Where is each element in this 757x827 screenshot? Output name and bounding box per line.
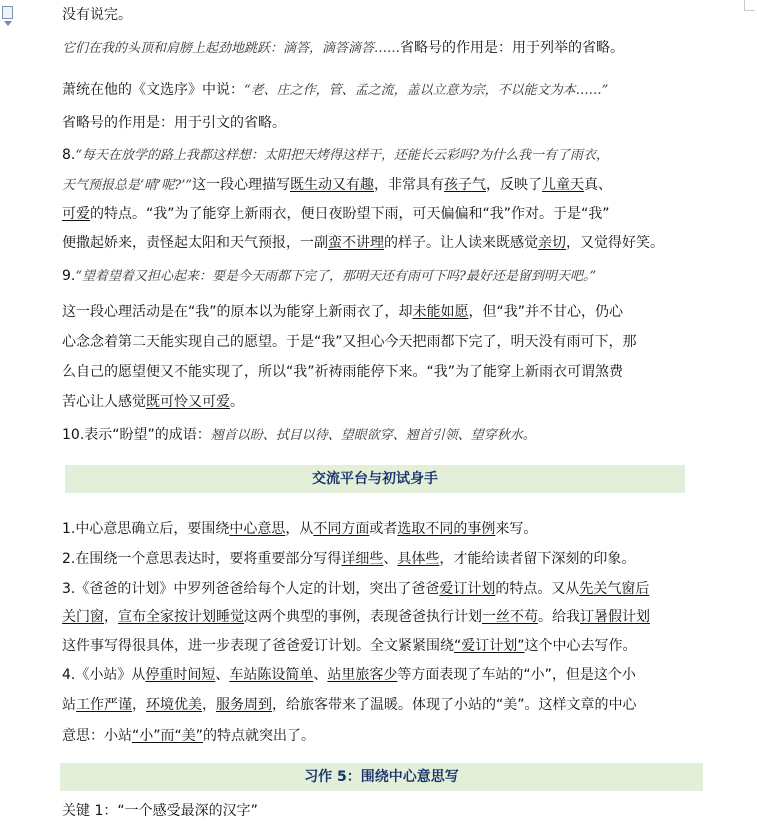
underlined-answer: “小”而“美” [132, 728, 204, 744]
text-line [62, 362, 623, 382]
section-heading-banner [60, 763, 703, 791]
text-line [62, 636, 637, 656]
text: 心念念着第二天能实现自己的愿望。于是“我”又担心今天把雨都下完了，明天没有雨可下，那 [62, 334, 637, 350]
dropdown-arrow-icon[interactable] [4, 21, 12, 26]
section-heading: 习作 5：围绕中心意思写 [304, 769, 459, 785]
page-icon [2, 6, 13, 19]
text: 10.表示“盼望”的成语： [62, 427, 211, 443]
underlined-answer: 选取不同的事例 [397, 521, 496, 537]
text-line [62, 695, 637, 715]
text: 来写。 [495, 521, 538, 537]
text-line [62, 425, 536, 446]
quote-text: “每天在放学的路上我都这样想：太阳把天烤得这样干，还能长云彩吗?为什么我一有了雨衣， [75, 148, 609, 163]
text: ，才能给读者留下深刻的印象。 [439, 551, 636, 567]
quote-text: 翘首以盼、拭目以待、望眼欲穿、翘首引领、望穿秋水。 [210, 428, 536, 443]
underlined-answer: 中心意思 [229, 521, 286, 537]
underlined-answer: 爱订计划 [439, 581, 496, 597]
text-line [62, 266, 596, 287]
underlined-answer: 先关气窗后 [579, 581, 650, 597]
text: 关键 1：“一个感受最深的汉字” [62, 803, 258, 819]
text: ， [132, 697, 146, 713]
text-line [62, 332, 637, 352]
text: ，非常具有 [374, 177, 445, 193]
text: 。 [230, 394, 244, 410]
underlined-answer: 可爱 [62, 206, 90, 222]
underlined-answer: 工作严谨 [76, 697, 132, 713]
underlined-answer: 未能如愿 [412, 304, 469, 320]
text: 这件事写得很具体，进一步表现了爸爸爱订计划。全文紧紧围绕 [62, 638, 454, 654]
text-line [62, 726, 315, 746]
underlined-answer: 既可怜又可爱 [146, 394, 230, 410]
quote-text: “望着望着又担心起来：要是今天雨都下完了，那明天还有雨可下吗?最好还是留到明天吧。” [75, 269, 597, 284]
underlined-answer: 宣布全家按计划睡觉 [118, 609, 244, 625]
quote-text: 天气预报总是‘晴’呢?’” [62, 178, 193, 193]
text-line [62, 392, 244, 412]
underlined-answer: 既生动又有趣 [290, 177, 375, 193]
text-line [62, 5, 132, 25]
text: 4.《小站》从 [62, 667, 146, 683]
text: 的特点就突出了。 [203, 728, 316, 744]
underlined-answer: 亲切 [538, 235, 566, 251]
text: ，但“我”并不甘心，仍心 [468, 304, 624, 320]
text-line [62, 80, 608, 101]
text: 2.在围绕一个意思表达时，要将重要部分写得 [62, 551, 342, 567]
text: 的特点。又从 [495, 581, 580, 597]
text: 的特点。“我”为了能穿上新雨衣，便日夜盼望下雨，可天偏偏和“我”作对。于是“我” [90, 206, 610, 222]
text: 没有说完。 [62, 7, 132, 23]
text-line [62, 175, 612, 196]
text: 3.《爸爸的计划》中罗列爸爸给每个人定的计划，突出了爸爸 [62, 581, 440, 597]
text: 或者 [369, 521, 398, 537]
quote-text: 它们在我的头顶和肩膀上起劲地跳跃：滴答，滴答滴答…… [62, 41, 401, 56]
text: 。给我 [538, 609, 580, 625]
text: 省略号的作用是：用于引文的省略。 [62, 115, 286, 131]
text-line [62, 145, 609, 166]
underlined-answer: 关门窗 [62, 609, 104, 625]
text: 等方面表现了车站的“小”，但是这个小 [397, 667, 636, 683]
text: 这一段心理活动是在“我”的原本以为能穿上新雨衣了，却 [62, 304, 413, 320]
item-number: 8. [62, 147, 76, 163]
text: 么自己的愿望便又不能实现了，所以“我”祈祷雨能停下来。“我”为了能穿上新雨衣可谓煞费 [62, 364, 624, 380]
underlined-answer: 站里旅客少 [327, 667, 398, 683]
underlined-answer: 不同方面 [313, 521, 370, 537]
underlined-answer: 订暑假计划 [580, 609, 650, 625]
text-line [62, 801, 258, 821]
text-line [62, 665, 636, 685]
underlined-answer: 一丝不苟 [482, 609, 538, 625]
text: 站 [62, 697, 76, 713]
text: ， [202, 697, 216, 713]
text: 这个中心去写作。 [524, 638, 637, 654]
text-line [62, 204, 610, 224]
section-heading-banner [65, 465, 685, 493]
text: 这两个典型的事例，表现爸爸执行计划 [244, 609, 482, 625]
text: ，从 [285, 521, 314, 537]
document-icon[interactable] [2, 6, 16, 28]
text: 真、 [584, 177, 613, 193]
text-line [62, 579, 649, 599]
text-line [62, 233, 664, 253]
text: 、 [215, 667, 230, 683]
underlined-answer: 孩子气 [444, 177, 487, 193]
text-line [62, 607, 650, 627]
text: ， [104, 609, 118, 625]
text: 、 [313, 667, 328, 683]
text: ，反映了 [486, 177, 543, 193]
page-corner-marker [744, 0, 755, 11]
text: 苦心让人感觉 [62, 394, 146, 410]
underlined-answer: 儿童天 [542, 177, 585, 193]
text: 省略号的作用是：用于列举的省略。 [400, 40, 625, 56]
text: 、 [383, 551, 398, 567]
text: 1.中心意思确立后，要围绕 [62, 521, 230, 537]
text-line [62, 113, 286, 133]
underlined-answer: 环境优美 [146, 697, 202, 713]
underlined-answer: 蛮不讲理 [328, 235, 384, 251]
text-line [62, 549, 635, 569]
underlined-answer: 车站陈设简单 [229, 667, 314, 683]
item-number: 9. [62, 268, 76, 284]
underlined-answer: 详细些 [341, 551, 384, 567]
underlined-answer: 停重时间短 [145, 667, 216, 683]
underlined-answer: “爱订计划” [454, 638, 525, 654]
text: 意思：小站 [62, 728, 132, 744]
text: ，给旅客带来了温暖。体现了小站的“美”。这样文章的中心 [272, 697, 637, 713]
text: 便撒起娇来，责怪起太阳和天气预报，一副 [62, 235, 328, 251]
text-line [62, 519, 537, 539]
text-line [62, 38, 624, 59]
underlined-answer: 具体些 [397, 551, 440, 567]
text-line [62, 302, 623, 322]
section-heading: 交流平台与初试身手 [312, 471, 438, 487]
quote-text: “老、庄之作，管、孟之流，盖以立意为宗，不以能文为本……” [244, 83, 609, 98]
text: 这一段心理描写 [192, 177, 291, 193]
text: 萧统在他的《文选序》中说： [62, 82, 244, 98]
underlined-answer: 服务周到 [216, 697, 272, 713]
text: ，又觉得好笑。 [566, 235, 664, 251]
text: 的样子。让人读来既感觉 [384, 235, 538, 251]
